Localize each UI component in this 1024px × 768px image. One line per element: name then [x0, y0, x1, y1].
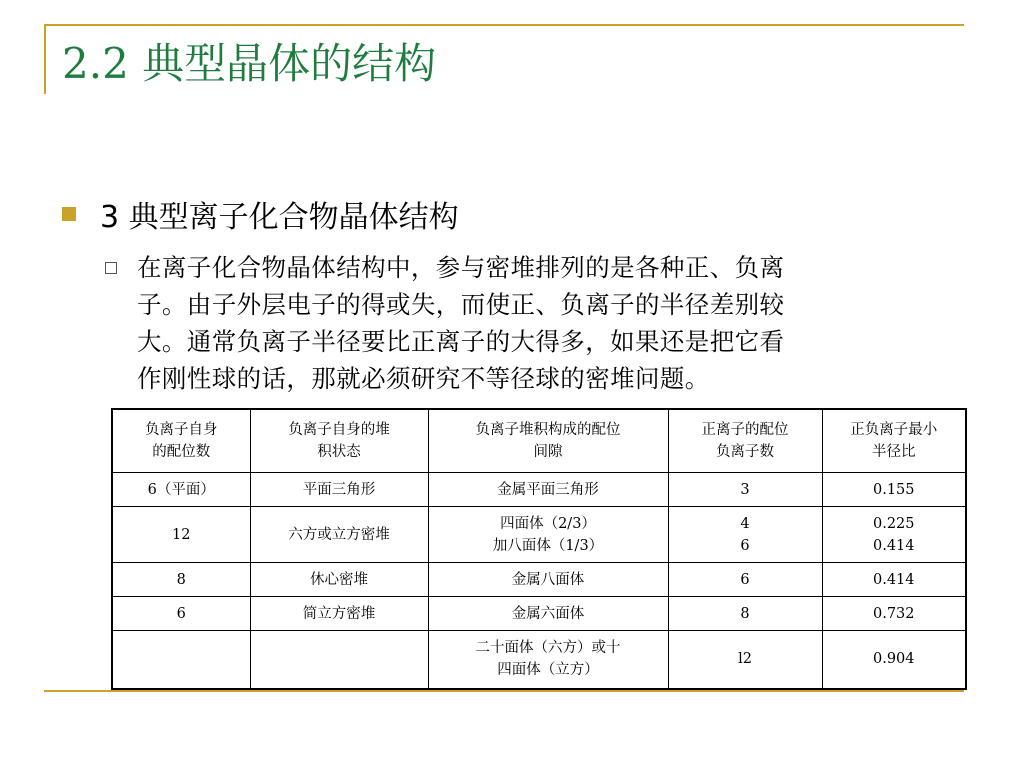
table-header-cell: [668, 409, 822, 473]
cell-line: 简立方密堆: [302, 605, 376, 622]
table-cell: [822, 507, 966, 563]
cell-line: 负离子数: [716, 444, 774, 460]
table-cell: [428, 597, 668, 631]
cell-line: 负离子自身的堆: [288, 422, 390, 438]
cell-line: 0.904: [872, 651, 915, 668]
cell-line: 6: [176, 605, 186, 622]
cell-line: 金属八面体: [511, 571, 585, 588]
table-header-cell: [112, 409, 250, 473]
table-cell: [112, 631, 250, 689]
main-bullet-label: 典型离子化合物晶体结构: [119, 200, 459, 235]
table-cell: [250, 631, 428, 689]
table-body: [112, 473, 966, 689]
paragraph-line: 子。由子外层电子的得或失，而使正、负离子的半径差别较: [137, 290, 785, 319]
cell-line: 金属平面三角形: [497, 481, 599, 498]
table-cell: [250, 597, 428, 631]
paragraph-line: 大。通常负离子半径要比正离子的大得多，如果还是把它看: [137, 327, 785, 356]
cell-line: 平面三角形: [302, 481, 376, 498]
cell-line: 四面体（2/3）: [500, 515, 596, 532]
table-cell: [250, 563, 428, 597]
cell-line: 3: [740, 481, 750, 498]
cell-line: 间隙: [533, 444, 563, 460]
cell-line: 8: [740, 605, 750, 622]
cell-line: 0.414: [872, 537, 915, 554]
hollow-square-bullet-icon: [105, 262, 117, 274]
table-cell: [668, 631, 822, 689]
square-bullet-icon: [62, 207, 76, 221]
table-row: [112, 597, 966, 631]
table-header-row: [112, 409, 966, 473]
table-cell: [250, 473, 428, 507]
table-header-cell: [428, 409, 668, 473]
table-header-cell: [250, 409, 428, 473]
cell-line: 0.414: [872, 571, 915, 588]
table-cell: [822, 597, 966, 631]
cell-line: 的配位数: [152, 444, 211, 460]
cell-line: 负离子堆积构成的配位: [475, 422, 621, 438]
table-cell: [822, 563, 966, 597]
table-row: [112, 507, 966, 563]
table-cell: [112, 597, 250, 631]
paragraph-line: 作刚性球的话，那就必须研究不等径球的密堆问题。: [137, 364, 710, 393]
cell-line: 金属六面体: [511, 605, 585, 622]
cell-line: 6: [740, 537, 750, 554]
table-cell: [428, 473, 668, 507]
table-cell: [112, 563, 250, 597]
main-bullet: [62, 192, 459, 236]
table-cell: [668, 597, 822, 631]
cell-line: 0.732: [872, 605, 915, 622]
cell-line: 四面体（立方）: [497, 662, 599, 679]
table-cell: [428, 507, 668, 563]
cell-line: 休心密堆: [310, 571, 368, 588]
frame-left-line: [44, 24, 46, 94]
cell-line: 12: [172, 526, 191, 543]
cell-line: 6: [740, 571, 750, 588]
table-cell: [112, 473, 250, 507]
slide-title: 2.2 典型晶体的结构: [62, 39, 437, 88]
cell-line: 二十面体（六方）或十: [475, 640, 621, 657]
cell-line: 加八面体（1/3）: [492, 537, 604, 554]
coordination-table: [111, 408, 967, 690]
cell-line: 六方或立方密堆: [288, 526, 390, 543]
table-cell: [428, 631, 668, 689]
table-cell: [822, 473, 966, 507]
cell-line: 正离子的配位: [701, 422, 789, 438]
table-cell: [112, 507, 250, 563]
table-cell: [822, 631, 966, 689]
table-cell: [668, 473, 822, 507]
cell-line: 负离子自身: [145, 422, 218, 438]
table-header-cell: [822, 409, 966, 473]
cell-line: l2: [738, 651, 752, 668]
sub-bullet-paragraph: [137, 249, 955, 397]
cell-line: 积状态: [317, 444, 361, 460]
paragraph-line: 在离子化合物晶体结构中，参与密堆排列的是各种正、负离: [137, 253, 785, 282]
cell-line: 0.155: [872, 481, 915, 498]
table-row: [112, 473, 966, 507]
cell-line: 半径比: [872, 444, 916, 460]
table-cell: [250, 507, 428, 563]
table-cell: [668, 507, 822, 563]
table-row: [112, 563, 966, 597]
bottom-rule: [44, 690, 964, 692]
table-row: [112, 631, 966, 689]
cell-line: 8: [176, 571, 186, 588]
main-bullet-number: 3: [100, 200, 120, 235]
frame-top-line: [44, 24, 964, 26]
table-cell: [428, 563, 668, 597]
cell-line: 正负离子最小: [850, 422, 938, 438]
main-bullet-text: [100, 192, 459, 236]
cell-line: 4: [740, 515, 750, 532]
table-cell: [668, 563, 822, 597]
cell-line: 0.225: [872, 515, 915, 532]
cell-line: 6（平面）: [147, 481, 215, 498]
